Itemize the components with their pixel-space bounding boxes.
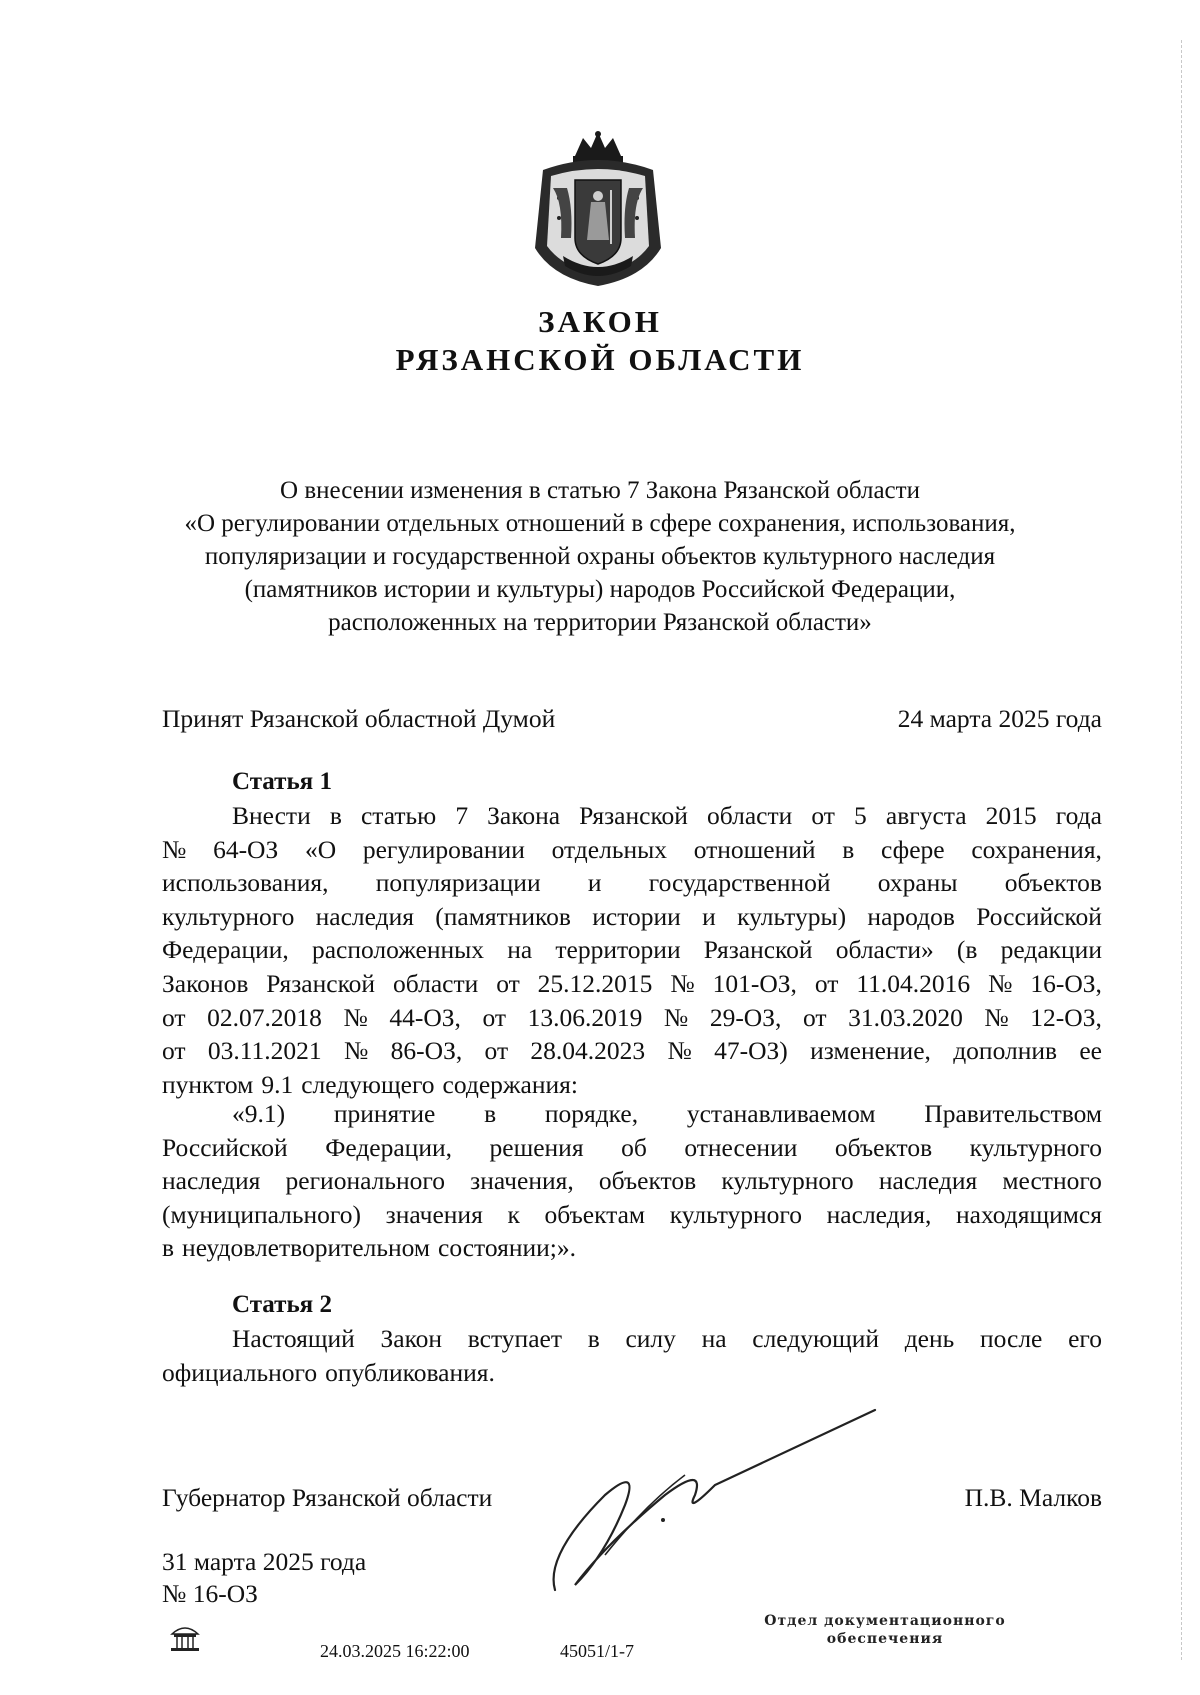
word: области» <box>835 935 934 965</box>
word: силу <box>625 1324 676 1353</box>
word: содержания: <box>442 1069 578 1099</box>
word: состоянии;». <box>438 1233 576 1263</box>
word: от <box>482 1002 507 1032</box>
word: устанавливаемом <box>686 1099 876 1128</box>
article-1-paragraph-1 <box>162 799 1102 1101</box>
word: № <box>988 968 1013 998</box>
word: в <box>162 1233 175 1263</box>
signing-info <box>162 1546 366 1610</box>
article-1-paragraph-2 <box>162 1097 1102 1265</box>
text-line <box>162 1034 1102 1068</box>
subject-line: (памятников истории и культуры) народов Российской Федерации, <box>244 576 956 603</box>
word: августа <box>885 801 967 830</box>
signatory-name: П.В. Малков <box>964 1483 1102 1512</box>
word: государственной <box>648 868 831 898</box>
word: 11.04.2016 <box>856 968 971 998</box>
word: значения <box>385 1199 483 1229</box>
word: его <box>1068 1324 1102 1353</box>
word: 02.07.2018 <box>207 1002 322 1032</box>
word: следующий <box>752 1324 879 1353</box>
word: № <box>162 834 187 864</box>
word: Федерации, <box>325 1132 452 1162</box>
word: Российской <box>162 1132 288 1162</box>
word: значения, <box>470 1166 574 1196</box>
word: решения <box>489 1132 584 1162</box>
word: от <box>162 1036 186 1066</box>
word: в <box>329 801 342 830</box>
text-line <box>162 1001 1102 1035</box>
word: 29-ОЗ, <box>709 1002 782 1032</box>
text-line <box>162 799 1102 833</box>
law-title: ЗАКОН <box>538 304 662 339</box>
word: объектов <box>598 1166 697 1196</box>
subject-line: «О регулировании отдельных отношений в сфере сохранения, использования, <box>184 510 1016 537</box>
text-line <box>162 1131 1102 1165</box>
word: народов <box>867 901 955 931</box>
word: от <box>802 1002 827 1032</box>
word: области <box>707 801 793 830</box>
law-subject <box>120 474 1080 639</box>
word: статью <box>360 801 437 830</box>
text-line <box>162 1356 1102 1390</box>
article-1-heading: Статья 1 <box>232 768 332 795</box>
word: Закона <box>487 801 561 830</box>
word: следующего <box>301 1069 435 1099</box>
word: отдельных <box>551 834 667 864</box>
word: от <box>496 968 520 998</box>
word: 101-ОЗ, <box>712 968 797 998</box>
word: 25.12.2015 <box>537 968 653 998</box>
word: Федерации, <box>162 935 289 965</box>
word: ее <box>1079 1036 1102 1066</box>
word: 7 <box>455 801 469 830</box>
word: после <box>979 1324 1043 1353</box>
text-line <box>162 1097 1102 1131</box>
word: в <box>484 1099 497 1128</box>
word: местного <box>1002 1166 1102 1196</box>
word: от <box>484 1036 509 1066</box>
word: дополнив <box>953 1036 1058 1066</box>
word: 2015 <box>985 801 1037 830</box>
word: на <box>507 935 533 965</box>
registration-code: 45051/1-7 <box>560 1641 634 1661</box>
word: Настоящий <box>232 1324 355 1353</box>
word: наследия, <box>826 1199 932 1229</box>
word: пунктом <box>162 1069 254 1099</box>
word: 64-ОЗ <box>213 834 279 864</box>
word: 9.1 <box>261 1069 294 1099</box>
adoption-row <box>162 704 1102 734</box>
signature-row <box>162 1483 1102 1513</box>
department-stamp-line: обеспечения <box>826 1631 944 1647</box>
word: (памятников <box>435 901 571 931</box>
word: регулировании <box>362 834 525 864</box>
word: 44-ОЗ, <box>389 1002 461 1032</box>
coat-of-arms-emblem <box>523 128 673 288</box>
law-number: № 16-ОЗ <box>162 1579 258 1608</box>
word: от <box>814 968 839 998</box>
word: регионального <box>285 1166 445 1196</box>
department-stamp-line: Отдел документационного <box>764 1613 1006 1629</box>
word: порядке, <box>544 1099 639 1128</box>
word: 5 <box>854 801 867 830</box>
word: принятие <box>333 1099 436 1128</box>
word: 86-ОЗ, <box>390 1036 463 1066</box>
article-2-paragraph-1 <box>162 1322 1102 1389</box>
word: 03.11.2021 <box>207 1036 322 1066</box>
word: вступает <box>467 1324 562 1353</box>
word: № <box>670 968 695 998</box>
subject-line: популяризации и государственной охраны объектов культурного наследия <box>204 543 996 570</box>
word: культурного <box>721 1166 854 1196</box>
word: Внести <box>232 801 311 830</box>
word: отношений <box>693 834 816 864</box>
word: охраны <box>877 868 958 898</box>
word: официального <box>162 1357 318 1387</box>
page-edge-line <box>1180 40 1182 1660</box>
word: Российской <box>976 901 1102 931</box>
word: объектам <box>544 1199 646 1229</box>
word: Закон <box>380 1324 443 1353</box>
word: культурного <box>969 1132 1102 1162</box>
word: территории <box>555 935 681 965</box>
word: истории <box>592 901 681 931</box>
word: изменение, <box>810 1036 931 1066</box>
word: и <box>702 901 716 931</box>
word: популяризации <box>375 868 541 898</box>
word: № <box>663 1002 689 1032</box>
word: от <box>811 801 835 830</box>
word: редакции <box>1000 935 1102 965</box>
word: отнесении <box>684 1132 798 1162</box>
signing-date: 31 марта 2025 года <box>162 1547 367 1576</box>
word: на <box>701 1324 727 1353</box>
word: и <box>587 868 602 898</box>
word: культуры) <box>737 901 847 931</box>
word: (в <box>956 935 978 965</box>
text-line <box>162 866 1102 900</box>
word: опубликования. <box>325 1357 495 1387</box>
word: 12-ОЗ, <box>1030 1002 1102 1032</box>
word: объектов <box>1004 868 1102 898</box>
text-line <box>162 1322 1102 1356</box>
word: использования, <box>162 868 329 898</box>
word: Рязанской <box>703 935 813 965</box>
word: № <box>667 1036 692 1066</box>
duma-building-icon <box>168 1620 202 1654</box>
word: день <box>904 1324 955 1353</box>
word: культурного <box>669 1199 803 1229</box>
text-line <box>162 967 1102 1001</box>
word: объектов <box>834 1132 933 1162</box>
word: сохранения, <box>971 834 1102 864</box>
department-stamp <box>735 1612 1035 1648</box>
word: в <box>587 1324 600 1353</box>
registration-timestamp: 24.03.2025 16:22:00 <box>320 1641 470 1661</box>
word: 13.06.2019 <box>527 1002 643 1032</box>
text-line <box>162 1231 1102 1265</box>
subject-line: О внесении изменения в статью 7 Закона Рязанской области <box>280 477 920 504</box>
adoption-label: Принят Рязанской областной Думой <box>162 704 556 733</box>
word: Законов <box>162 968 249 998</box>
word: наследия <box>162 1166 261 1196</box>
word: к <box>507 1199 520 1229</box>
word: расположенных <box>311 935 485 965</box>
word: наследия <box>878 1166 978 1196</box>
word: (муниципального) <box>162 1199 361 1229</box>
word: 16-ОЗ, <box>1030 968 1102 998</box>
word: Рязанской <box>579 801 688 830</box>
word: наследия <box>315 901 414 931</box>
text-line <box>162 900 1102 934</box>
word: «О <box>304 834 337 864</box>
word: в <box>842 834 855 864</box>
text-line <box>162 1198 1102 1232</box>
word: культурного <box>162 901 295 931</box>
word: находящимся <box>956 1199 1102 1229</box>
word: области <box>393 968 479 998</box>
law-region-title: РЯЗАНСКОЙ ОБЛАСТИ <box>395 342 805 377</box>
word: Рязанской <box>266 968 376 998</box>
text-line <box>162 1164 1102 1198</box>
word: 47-ОЗ) <box>714 1036 788 1066</box>
article-2-heading: Статья 2 <box>232 1291 332 1318</box>
word: от <box>162 1002 186 1032</box>
word: сфере <box>881 834 945 864</box>
text-line <box>162 833 1102 867</box>
word: 28.04.2023 <box>530 1036 646 1066</box>
word: неудовлетворительном <box>182 1233 431 1263</box>
word: года <box>1055 801 1102 830</box>
adoption-date: 24 марта 2025 года <box>897 704 1102 733</box>
word: «9.1) <box>232 1099 286 1128</box>
subject-line: расположенных на территории Рязанской области» <box>328 609 872 636</box>
signatory-position: Губернатор Рязанской области <box>162 1483 493 1512</box>
word: 31.03.2020 <box>848 1002 963 1032</box>
word: № <box>344 1036 369 1066</box>
word: № <box>343 1002 368 1032</box>
text-line <box>162 933 1102 967</box>
word: Правительством <box>924 1099 1102 1128</box>
word: № <box>984 1002 1009 1032</box>
word: об <box>621 1132 647 1162</box>
